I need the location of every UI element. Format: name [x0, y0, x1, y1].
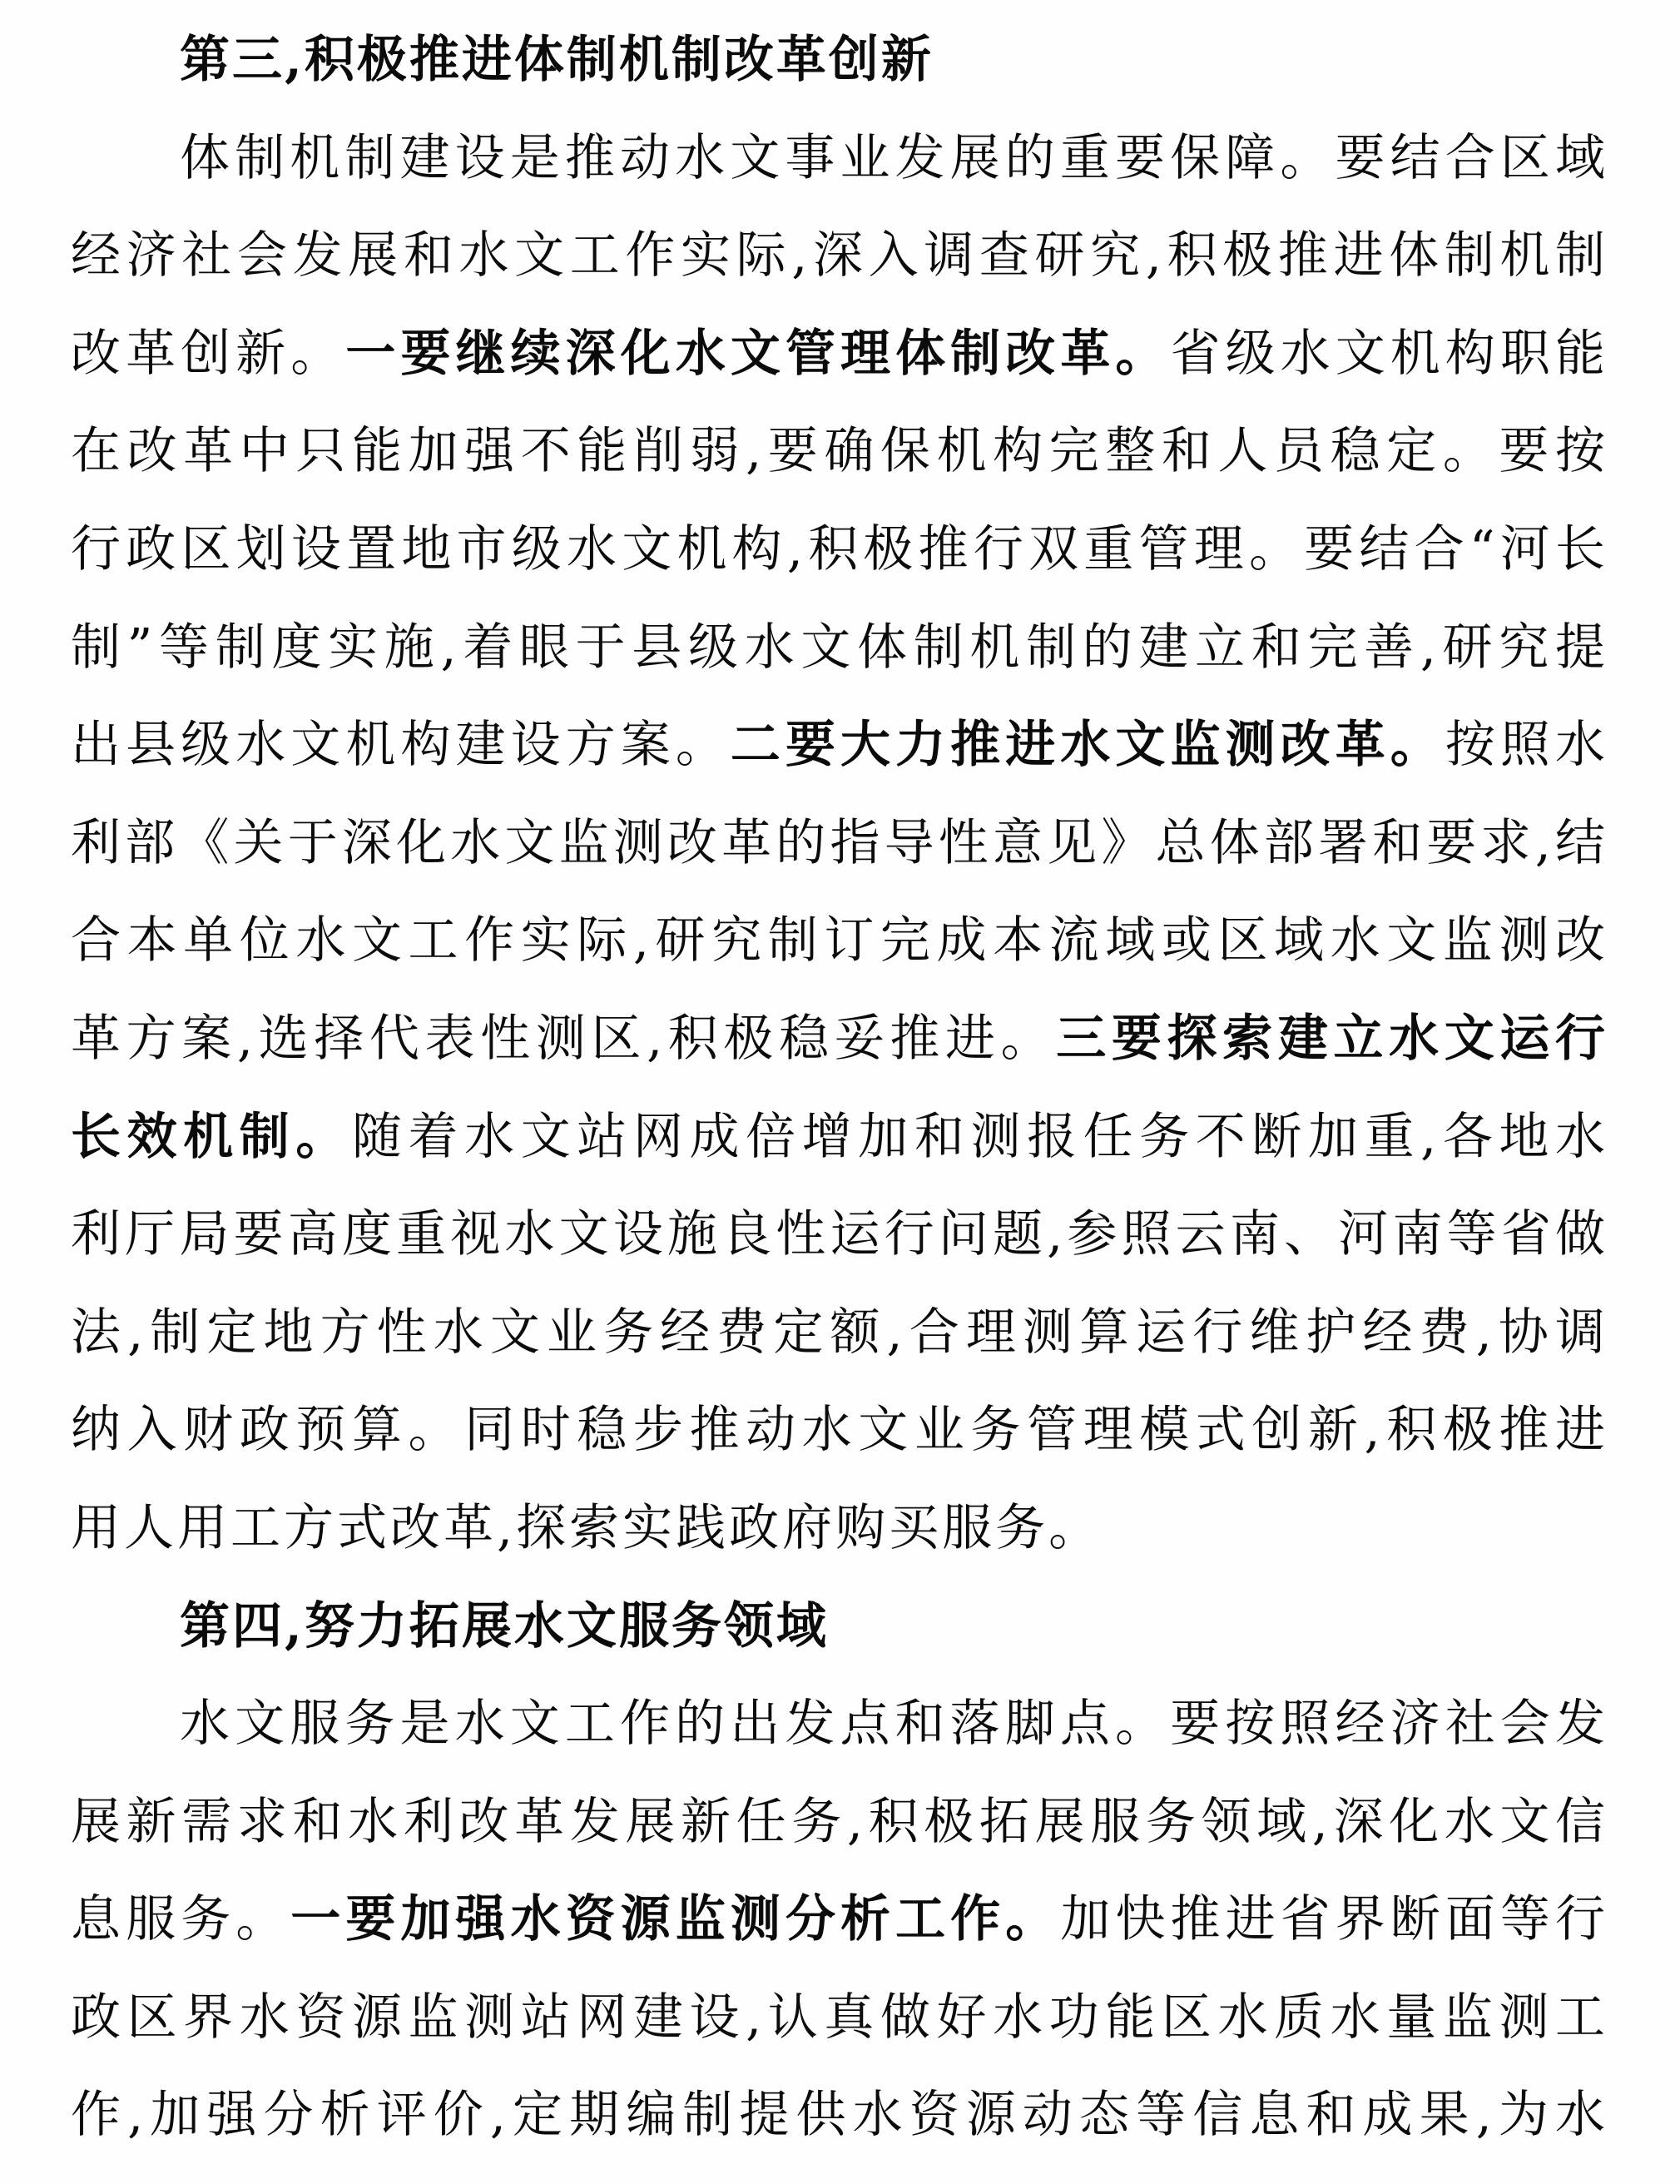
line-text: 革方案,选择代表性测区,积极稳妥推进。: [71, 1009, 1057, 1068]
line-text: 随着水文站网成倍增加和测报任务不断加重,各地水: [351, 1107, 1608, 1166]
text-line: [71, 305, 1608, 404]
line-text: 行政区划设置地市级水文机构,积极推行双重管理。要结合“河长: [71, 519, 1608, 578]
text-line: [71, 1774, 1608, 1872]
heading-text: 第四,努力拓展水文服务领域: [180, 1596, 829, 1655]
text-line: [71, 1089, 1608, 1187]
line-text: 利厅局要高度重视水文设施良性运行问题,参照云南、河南等省做: [71, 1205, 1608, 1264]
directive-bold-text: 长效机制。: [71, 1107, 352, 1166]
section-heading-4: [71, 1578, 1608, 1676]
heading-text: 第三,积极推进体制机制改革创新: [180, 31, 934, 89]
text-line: [71, 1186, 1608, 1284]
line-text: 合本单位水文工作实际,研究制订完成本流域或区域水文监测改: [71, 911, 1608, 970]
line-text: 按照水: [1445, 716, 1609, 775]
text-line: [71, 1480, 1608, 1578]
line-text: 息服务。: [71, 1890, 291, 1949]
line-text: 法,制定地方性水文业务经费定额,合理测算运行维护经费,协调: [71, 1303, 1608, 1362]
line-text: 政区界水资源监测站网建设,认真做好水功能区水质水量监测工: [71, 1988, 1608, 2047]
text-line: [71, 501, 1608, 599]
text-line: [71, 1382, 1608, 1480]
directive-bold-text: 一要加强水资源监测分析工作。: [290, 1890, 1061, 1949]
section-heading-3: [71, 12, 1608, 110]
text-line: [71, 1284, 1608, 1382]
text-line: [71, 403, 1608, 501]
text-line: [71, 1871, 1608, 1969]
line-text: 改革创新。: [71, 324, 346, 383]
line-text: 用人用工方式改革,探索实践政府购买服务。: [71, 1498, 1103, 1557]
text-line: [71, 697, 1608, 795]
text-line: [71, 599, 1608, 697]
directive-bold-text: 三要探索建立水文运行: [1056, 1009, 1609, 1068]
text-block: [71, 12, 1608, 2165]
line-text: 体制机制建设是推动水文事业发展的重要保障。要结合区域: [180, 128, 1608, 187]
line-text: 纳入财政预算。同时稳步推动水文业务管理模式创新,积极推进: [71, 1401, 1608, 1460]
line-text: 在改革中只能加强不能削弱,要确保机构完整和人员稳定。要按: [71, 422, 1608, 481]
text-line: [71, 2067, 1608, 2165]
line-text: 经济社会发展和水文工作实际,深入调查研究,积极推进体制机制: [71, 226, 1608, 285]
line-text: 展新需求和水利改革发展新任务,积极拓展服务领域,深化水文信: [71, 1792, 1608, 1851]
line-text: 出县级水文机构建设方案。: [71, 716, 731, 775]
line-text: 制”等制度实施,着眼于县级水文体制机制的建立和完善,研究提: [71, 618, 1608, 677]
text-line: [71, 892, 1608, 990]
text-line: [71, 990, 1608, 1089]
directive-bold-text: 一要继续深化水文管理体制改革。: [345, 324, 1171, 383]
text-line: [71, 1969, 1608, 2067]
text-line: [71, 795, 1608, 893]
line-text: 作,加强分析评价,定期编制提供水资源动态等信息和成果,为水: [71, 2086, 1608, 2145]
text-line: [71, 207, 1608, 305]
text-line: [71, 1675, 1608, 1774]
text-line: [71, 110, 1608, 208]
line-text: 加快推进省界断面等行: [1060, 1890, 1609, 1949]
line-text: 省级水文机构职能: [1170, 324, 1609, 383]
line-text: 水文服务是水文工作的出发点和落脚点。要按照经济社会发: [180, 1695, 1608, 1754]
directive-bold-text: 二要大力推进水文监测改革。: [730, 716, 1445, 775]
line-text: 利部《关于深化水文监测改革的指导性意见》总体部署和要求,结: [71, 813, 1608, 872]
